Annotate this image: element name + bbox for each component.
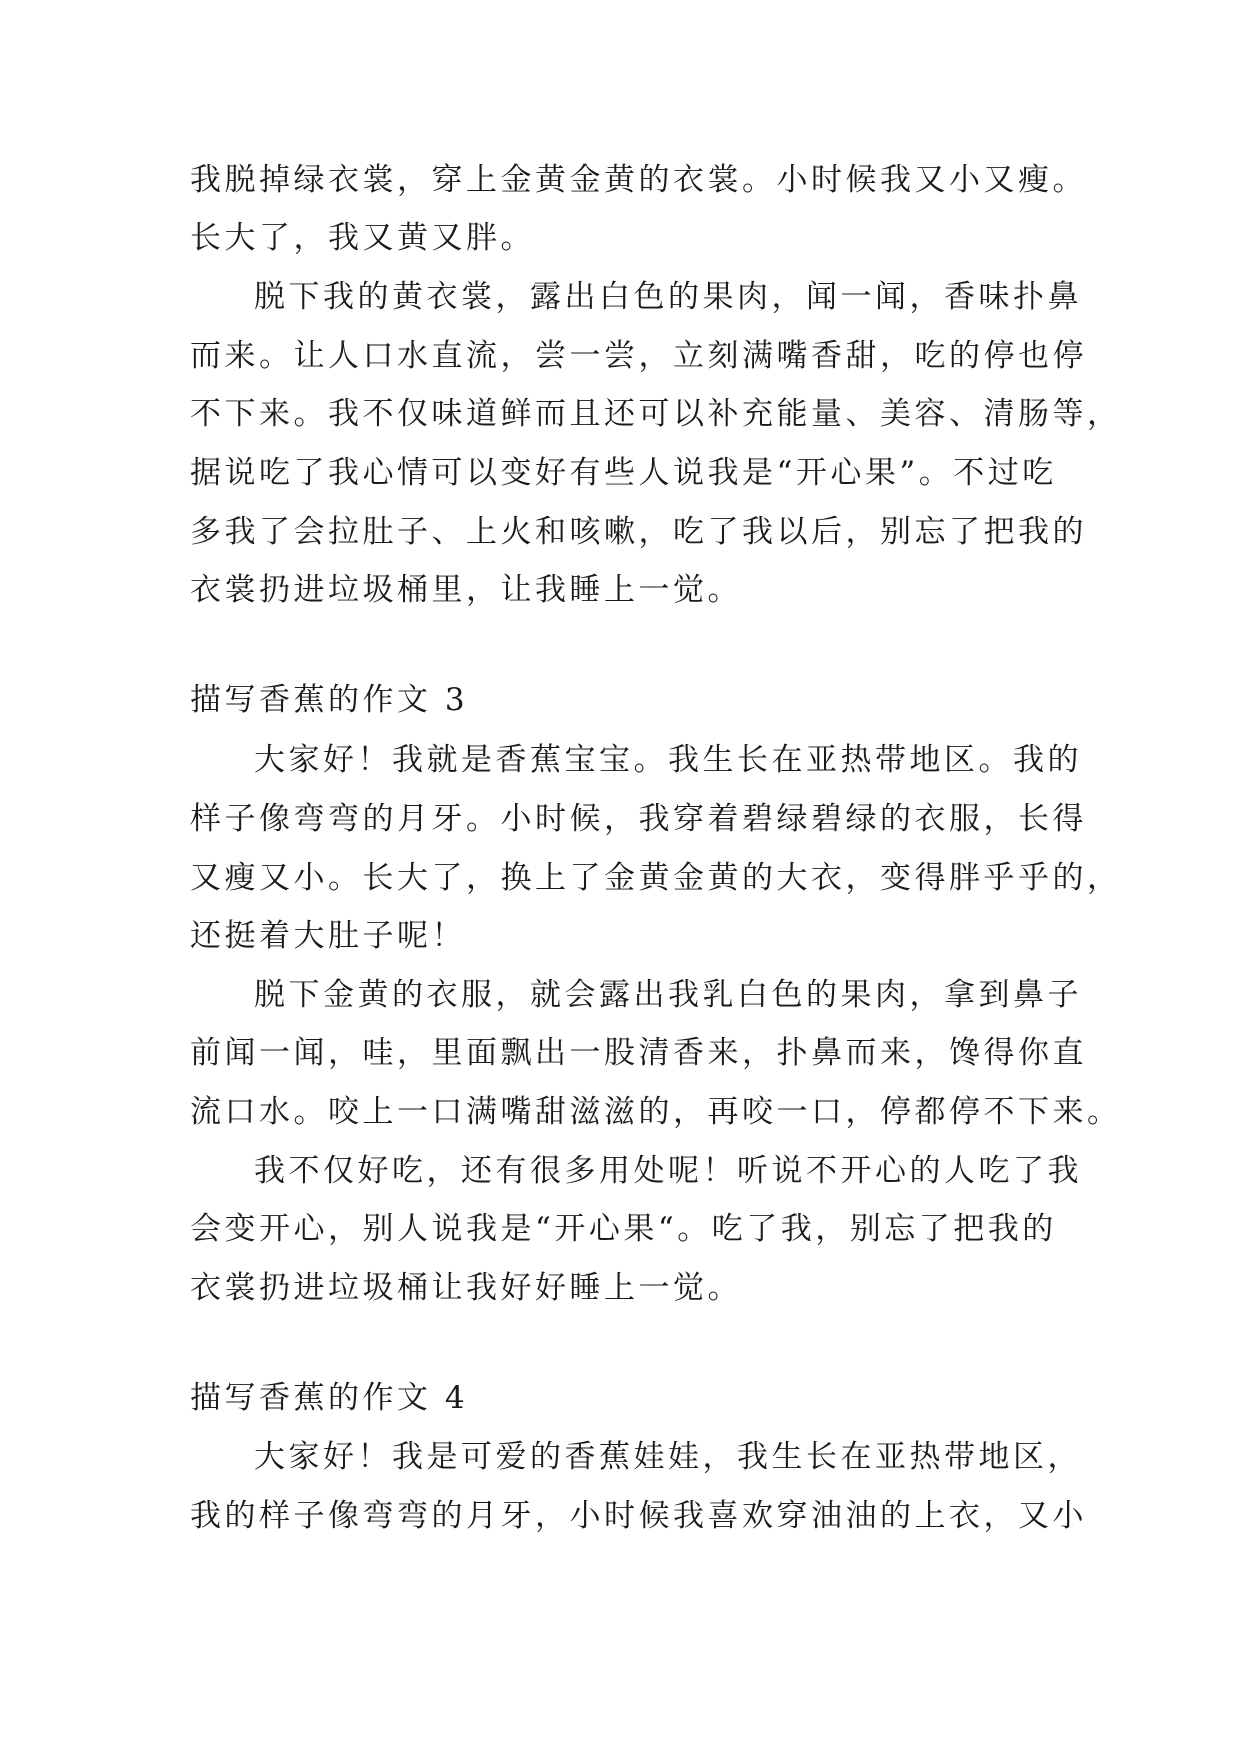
paragraph-line: 衣裳扔进垃圾桶让我好好睡上一觉。 [190, 1270, 742, 1306]
paragraph-line: 大家好！我是可爱的香蕉娃娃，我生长在亚热带地区， [254, 1439, 1082, 1475]
paragraph-line: 我的样子像弯弯的月牙，小时候我喜欢穿油油的上衣，又小 [190, 1498, 1087, 1534]
paragraph-line: 不下来。我不仅味道鲜而且还可以补充能量、美容、清肠等， [190, 396, 1122, 432]
paragraph-line: 脱下我的黄衣裳，露出白色的果肉，闻一闻，香味扑鼻 [254, 279, 1082, 315]
paragraph-line: 会变开心，别人说我是“开心果“。吃了我，别忘了把我的 [190, 1211, 1057, 1247]
paragraph-line: 据说吃了我心情可以变好有些人说我是“开心果”。不过吃 [190, 455, 1057, 491]
paragraph-line: 我不仅好吃，还有很多用处呢！听说不开心的人吃了我 [254, 1153, 1082, 1189]
paragraph-line: 前闻一闻，哇，里面飘出一股清香来，扑鼻而来，馋得你直 [190, 1035, 1087, 1071]
paragraph-line: 我脱掉绿衣裳，穿上金黄金黄的衣裳。小时候我又小又瘦。 [190, 162, 1087, 198]
paragraph-line: 还挺着大肚子呢！ [190, 918, 466, 954]
paragraph-line: 衣裳扔进垃圾桶里，让我睡上一觉。 [190, 572, 742, 608]
paragraph-line: 多我了会拉肚子、上火和咳嗽，吃了我以后，别忘了把我的 [190, 514, 1087, 550]
paragraph-line: 又瘦又小。长大了，换上了金黄金黄的大衣，变得胖乎乎的， [190, 860, 1122, 896]
section-heading: 描写香蕉的作文 3 [190, 682, 469, 718]
paragraph-line: 脱下金黄的衣服，就会露出我乳白色的果肉，拿到鼻子 [254, 977, 1082, 1013]
paragraph-line: 流口水。咬上一口满嘴甜滋滋的，再咬一口，停都停不下来。 [190, 1094, 1122, 1130]
paragraph-line: 大家好！我就是香蕉宝宝。我生长在亚热带地区。我的 [254, 742, 1082, 778]
paragraph-line: 长大了，我又黄又胖。 [190, 220, 535, 256]
section-heading: 描写香蕉的作文 4 [190, 1380, 469, 1416]
paragraph-line: 而来。让人口水直流，尝一尝，立刻满嘴香甜，吃的停也停 [190, 338, 1087, 374]
paragraph-line: 样子像弯弯的月牙。小时候，我穿着碧绿碧绿的衣服，长得 [190, 801, 1087, 837]
